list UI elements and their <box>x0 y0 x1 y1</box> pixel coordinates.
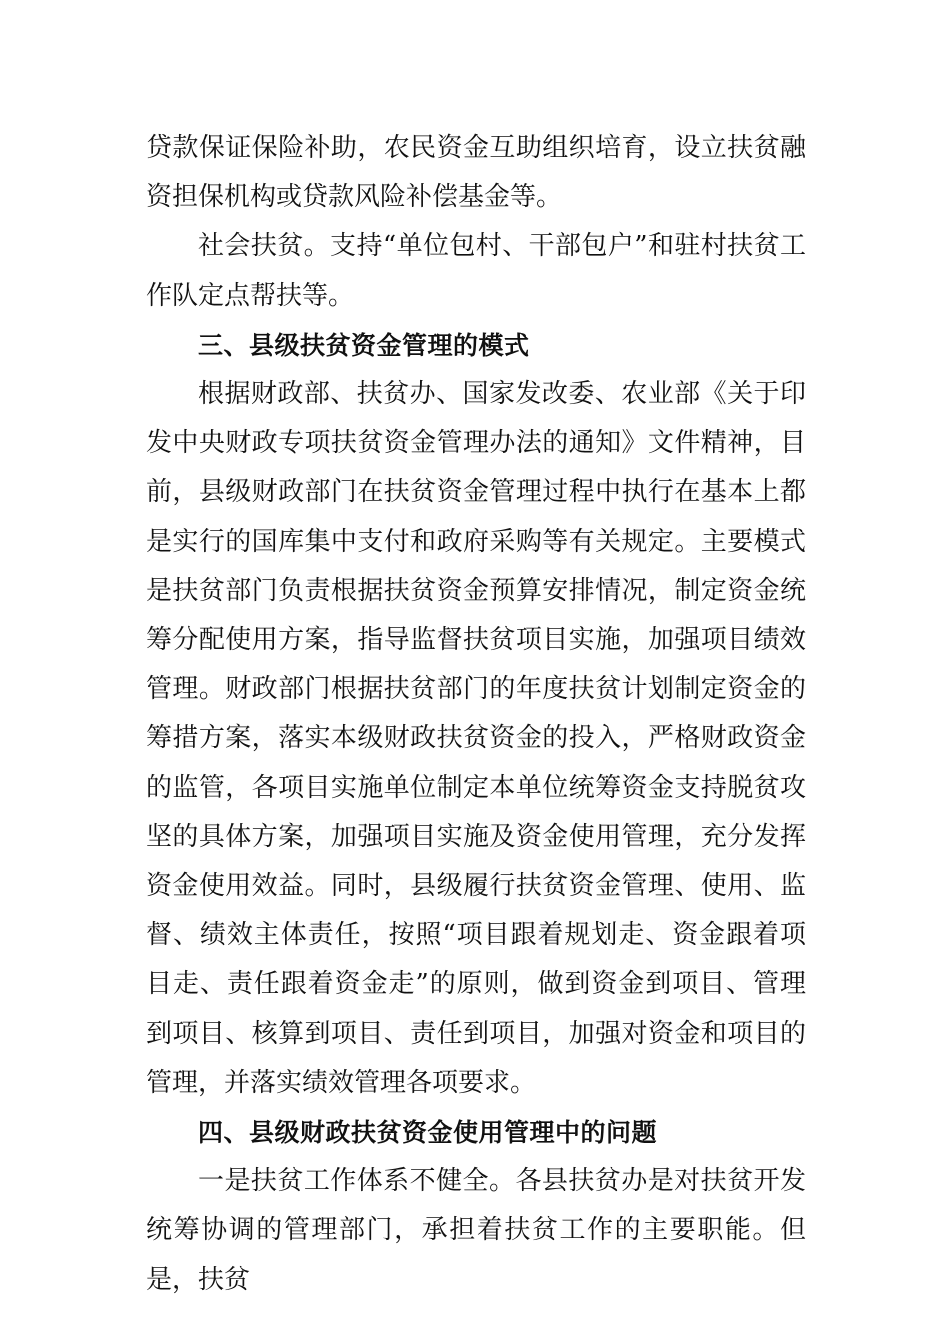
section-heading-four: 四、县级财政扶贫资金使用管理中的问题 <box>198 1118 658 1148</box>
section-heading-three: 三、县级扶贫资金管理的模式 <box>198 330 530 360</box>
paragraph-problems-first: 一是扶贫工作体系不健全。各县扶贫办是对扶贫开发统筹协调的管理部门，承担着扶贫工作的主要职能。但是，扶贫 <box>146 1166 806 1295</box>
paragraph-social-poverty-alleviation: 社会扶贫。支持“单位包村、干部包户”和驻村扶贫工作队定点帮扶等。 <box>146 231 806 311</box>
paragraph-continuation: 贷款保证保险补助，农民资金互助组织培育，设立扶贫融资担保机构或贷款风险补偿基金等。 <box>146 133 806 213</box>
document-body <box>146 124 806 1305</box>
paragraph-management-mode: 根据财政部、扶贫办、国家发改委、农业部《关于印发中央财政专项扶贫资金管理办法的通知》文件精神，目前，县级财政部门在扶贫资金管理过程中执行在基本上都是实行的国库集中支付和政府采购等有关规定。主要模式是扶贫部门负责根据扶贫资金预算安排情况，制定资金统筹分配使用方案，指导监督扶贫项目实施，加强项目绩效管理。财政部门根据扶贫部门的年度扶贫计划制定资金的筹措方案，落实本级财政扶贫资金的投入，严格财政资金的监管，各项目实施单位制定本单位统筹资金支持脱贫攻坚的具体方案，加强项目实施及资金使用管理，充分发挥资金使用效益。同时，县级履行扶贫资金管理、使用、监督、绩效主体责任，按照“项目跟着规划走、资金跟着项目走、责任跟着资金走”的原则，做到资金到项目、管理到项目、核算到项目、责任到项目，加强对资金和项目的管理，并落实绩效管理各项要求。 <box>146 379 806 1098</box>
